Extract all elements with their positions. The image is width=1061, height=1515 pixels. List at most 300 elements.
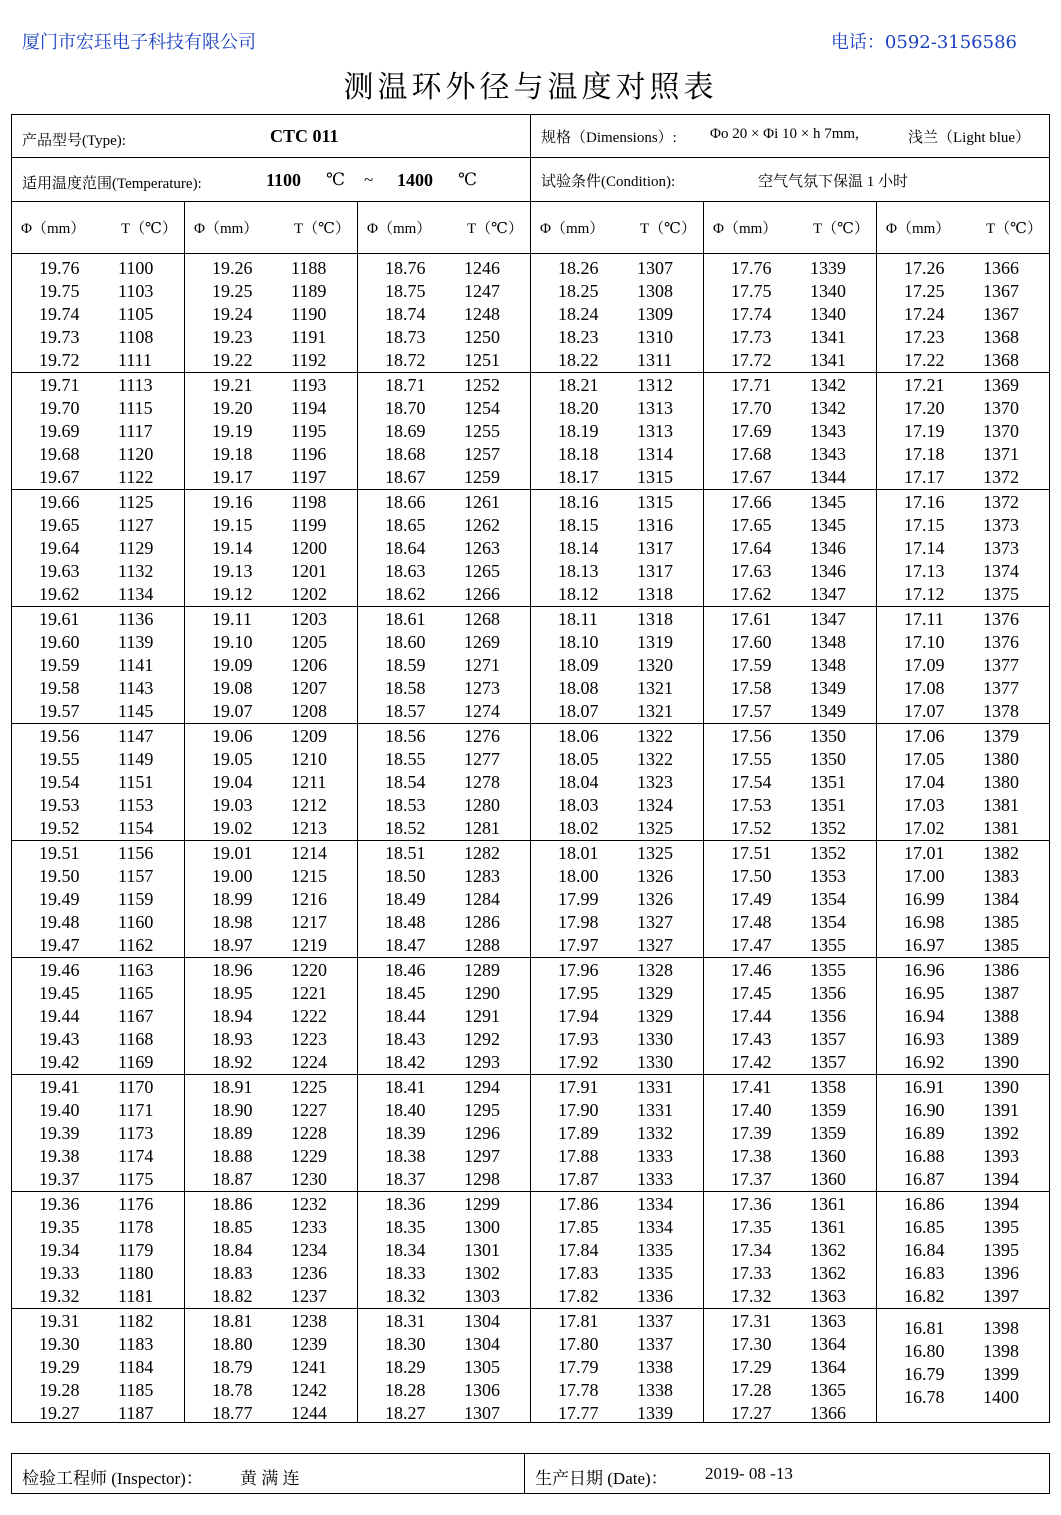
phi-value: 18.97 [212,935,253,955]
phi-value: 17.99 [558,889,599,909]
temperature-value: 1212 [291,795,327,815]
phi-value: 16.96 [904,960,945,980]
phone-number: 电话：0592-3156586 [830,32,1017,53]
temperature-value: 1355 [810,960,846,980]
temperature-value: 1400 [983,1387,1019,1407]
temperature-value: 1298 [464,1169,500,1189]
phi-value: 18.98 [212,912,253,932]
phi-value: 18.03 [558,795,599,815]
temperature-value: 1248 [464,304,500,324]
temperature-value: 1347 [810,609,846,629]
phi-value: 18.36 [385,1194,426,1214]
phi-value: 18.11 [558,609,598,629]
temperature-value: 1202 [291,584,327,604]
column-header-phi: Φ（mm） [21,221,86,237]
temperature-value: 1162 [118,935,154,955]
temperature-value: 1312 [637,375,673,395]
temperature-value: 1143 [118,678,154,698]
temperature-value: 1359 [810,1100,846,1120]
phi-value: 17.23 [904,327,945,347]
temperature-value: 1301 [464,1240,500,1260]
temperature-value: 1233 [291,1217,327,1237]
phi-value: 19.31 [39,1311,80,1331]
phi-value: 17.36 [731,1194,772,1214]
phi-value: 19.12 [212,584,253,604]
phi-value: 19.36 [39,1194,80,1214]
phi-value: 18.91 [212,1077,253,1097]
phi-value: 18.66 [385,492,426,512]
phi-value: 18.40 [385,1100,426,1120]
phi-value: 19.54 [39,772,80,792]
phi-value: 16.87 [904,1169,945,1189]
phi-value: 16.85 [904,1217,945,1237]
phi-value: 16.94 [904,1006,945,1026]
temperature-value: 1357 [810,1029,846,1049]
phi-value: 17.62 [731,584,772,604]
phi-value: 17.24 [904,304,945,324]
temperature-value: 1205 [291,632,327,652]
phi-value: 19.51 [39,843,80,863]
temperature-value: 1341 [810,327,846,347]
temperature-value: 1317 [637,561,673,581]
phi-value: 17.82 [558,1286,599,1306]
phi-value: 17.45 [731,983,772,1003]
phi-value: 18.68 [385,444,426,464]
temperature-value: 1213 [291,818,327,838]
temperature-value: 1303 [464,1286,500,1306]
temperature-value: 1387 [983,983,1019,1003]
phi-value: 19.17 [212,467,253,487]
phi-value: 18.70 [385,398,426,418]
phi-value: 18.55 [385,749,426,769]
temperature-value: 1385 [983,912,1019,932]
temperature-value: 1122 [118,467,154,487]
phi-value: 18.27 [385,1403,426,1423]
column-header-phi: Φ（mm） [540,221,605,237]
phi-value: 18.94 [212,1006,253,1026]
phi-value: 17.00 [904,866,945,886]
temperature-value: 1203 [291,609,327,629]
phi-value: 19.13 [212,561,253,581]
phi-value: 19.59 [39,655,80,675]
phi-value: 17.10 [904,632,945,652]
temperature-value: 1195 [291,421,327,441]
temperature-value: 1111 [118,350,152,370]
temperature-value: 1281 [464,818,500,838]
phi-value: 19.42 [39,1052,80,1072]
temperature-value: 1295 [464,1100,500,1120]
temperature-value: 1380 [983,772,1019,792]
temperature-value: 1340 [810,304,846,324]
temperature-value: 1224 [291,1052,327,1072]
temperature-value: 1332 [637,1123,673,1143]
temperature-value: 1230 [291,1169,327,1189]
temperature-value: 1185 [118,1380,154,1400]
temperature-value: 1250 [464,327,500,347]
phi-value: 17.04 [904,772,945,792]
temperature-value: 1322 [637,749,673,769]
phi-value: 18.09 [558,655,599,675]
phi-value: 17.83 [558,1263,599,1283]
phi-value: 19.34 [39,1240,80,1260]
phi-value: 17.34 [731,1240,772,1260]
phi-value: 19.09 [212,655,253,675]
phi-value: 17.12 [904,584,945,604]
temperature-value: 1371 [983,444,1019,464]
phi-value: 18.51 [385,843,426,863]
temperature-value: 1346 [810,538,846,558]
temperature-value: 1323 [637,772,673,792]
phi-value: 17.30 [731,1334,772,1354]
temperature-unit-min: ℃ [326,170,346,189]
phi-value: 19.20 [212,398,253,418]
temperature-value: 1108 [118,327,154,347]
phi-value: 17.57 [731,701,772,721]
phi-value: 18.64 [385,538,426,558]
phi-value: 16.80 [904,1341,945,1361]
phi-value: 18.44 [385,1006,426,1026]
temperature-value: 1176 [118,1194,154,1214]
phi-value: 19.00 [212,866,253,886]
phi-value: 17.03 [904,795,945,815]
temperature-value: 1136 [118,609,154,629]
phi-value: 19.52 [39,818,80,838]
phi-value: 19.57 [39,701,80,721]
phi-value: 18.71 [385,375,426,395]
phi-value: 18.96 [212,960,253,980]
temperature-value: 1314 [637,444,673,464]
phi-value: 18.50 [385,866,426,886]
phi-value: 17.67 [731,467,772,487]
temperature-value: 1266 [464,584,500,604]
temperature-value: 1394 [983,1169,1019,1189]
temperature-value: 1149 [118,749,154,769]
temperature-value: 1153 [118,795,154,815]
phi-value: 18.88 [212,1146,253,1166]
column-header-temperature: T（℃） [294,221,350,237]
phi-value: 17.49 [731,889,772,909]
phi-value: 19.71 [39,375,80,395]
temperature-max: 1400 [397,170,433,190]
temperature-value: 1169 [118,1052,154,1072]
phi-value: 17.02 [904,818,945,838]
phi-value: 19.69 [39,421,80,441]
phi-value: 17.06 [904,726,945,746]
temperature-value: 1129 [118,538,154,558]
phi-value: 18.10 [558,632,599,652]
phi-value: 19.15 [212,515,253,535]
temperature-value: 1274 [464,701,500,721]
temperature-value: 1197 [291,467,327,487]
phi-value: 17.47 [731,935,772,955]
phi-value: 17.46 [731,960,772,980]
phi-value: 19.38 [39,1146,80,1166]
temperature-value: 1394 [983,1194,1019,1214]
phi-value: 17.15 [904,515,945,535]
temperature-value: 1165 [118,983,154,1003]
temperature-value: 1180 [118,1263,154,1283]
phi-value: 17.43 [731,1029,772,1049]
temperature-value: 1239 [291,1334,327,1354]
phi-value: 18.67 [385,467,426,487]
temperature-value: 1395 [983,1217,1019,1237]
temperature-value: 1181 [118,1286,154,1306]
temperature-value: 1372 [983,467,1019,487]
phi-value: 17.20 [904,398,945,418]
temperature-value: 1377 [983,655,1019,675]
column-header-temperature: T（℃） [121,221,177,237]
phi-value: 18.83 [212,1263,253,1283]
phi-value: 19.65 [39,515,80,535]
phi-value: 17.65 [731,515,772,535]
phi-value: 18.16 [558,492,599,512]
phi-value: 17.38 [731,1146,772,1166]
phi-value: 18.84 [212,1240,253,1260]
phi-value: 19.53 [39,795,80,815]
temperature-value: 1370 [983,421,1019,441]
temperature-value: 1134 [118,584,154,604]
phi-value: 19.19 [212,421,253,441]
phi-value: 18.82 [212,1286,253,1306]
color-value: 浅兰（Light blue） [908,130,1031,146]
temperature-value: 1120 [118,444,154,464]
temperature-value: 1215 [291,866,327,886]
type-label: 产品型号(Type): [22,133,126,149]
temperature-value: 1307 [464,1403,500,1423]
phi-value: 19.60 [39,632,80,652]
phi-value: 17.66 [731,492,772,512]
temperature-value: 1163 [118,960,154,980]
temperature-value: 1348 [810,655,846,675]
temperature-value: 1352 [810,843,846,863]
page-title: 测温环外径与温度对照表 [343,70,718,105]
phi-value: 17.69 [731,421,772,441]
phi-value: 19.41 [39,1077,80,1097]
temperature-value: 1316 [637,515,673,535]
phi-value: 17.58 [731,678,772,698]
column-header-temperature: T（℃） [986,221,1042,237]
phi-value: 19.58 [39,678,80,698]
phi-value: 19.32 [39,1286,80,1306]
phi-value: 18.41 [385,1077,426,1097]
phi-value: 17.79 [558,1357,599,1377]
temperature-value: 1179 [118,1240,154,1260]
temperature-value: 1306 [464,1380,500,1400]
phi-value: 19.05 [212,749,253,769]
temperature-value: 1354 [810,912,846,932]
phi-value: 18.76 [385,258,426,278]
phi-value: 19.64 [39,538,80,558]
temperature-value: 1358 [810,1077,846,1097]
temperature-value: 1228 [291,1123,327,1143]
phi-value: 17.09 [904,655,945,675]
date-label: 生产日期 (Date)： [535,1469,668,1488]
phi-value: 18.69 [385,421,426,441]
temperature-value: 1368 [983,327,1019,347]
temperature-value: 1339 [637,1403,673,1423]
temperature-value: 1383 [983,866,1019,886]
temperature-value: 1103 [118,281,154,301]
phi-value: 17.90 [558,1100,599,1120]
temperature-value: 1261 [464,492,500,512]
temperature-value: 1304 [464,1311,500,1331]
temperature-value: 1308 [637,281,673,301]
temperature-value: 1333 [637,1146,673,1166]
inspector-name: 黄 满 连 [240,1469,300,1488]
phi-value: 18.21 [558,375,599,395]
temperature-value: 1361 [810,1217,846,1237]
temperature-value: 1280 [464,795,500,815]
phi-value: 17.61 [731,609,772,629]
phi-value: 17.22 [904,350,945,370]
phi-value: 19.39 [39,1123,80,1143]
phi-value: 19.21 [212,375,253,395]
phi-value: 17.77 [558,1403,599,1423]
phi-value: 19.02 [212,818,253,838]
temperature-value: 1132 [118,561,154,581]
phi-value: 17.85 [558,1217,599,1237]
temperature-value: 1349 [810,701,846,721]
date-value: 2019- 08 -13 [705,1464,793,1483]
temperature-value: 1236 [291,1263,327,1283]
temperature-value: 1313 [637,421,673,441]
temperature-value: 1389 [983,1029,1019,1049]
temperature-value: 1318 [637,609,673,629]
temperature-value: 1329 [637,1006,673,1026]
temperature-value: 1257 [464,444,500,464]
phi-value: 17.74 [731,304,772,324]
temperature-value: 1167 [118,1006,154,1026]
temperature-value: 1223 [291,1029,327,1049]
phi-value: 17.27 [731,1403,772,1423]
phi-value: 17.21 [904,375,945,395]
temperature-value: 1207 [291,678,327,698]
temperature-value: 1340 [810,281,846,301]
temperature-value: 1234 [291,1240,327,1260]
phi-value: 18.45 [385,983,426,1003]
temperature-value: 1350 [810,749,846,769]
phi-value: 19.18 [212,444,253,464]
phi-value: 19.25 [212,281,253,301]
phi-value: 17.80 [558,1334,599,1354]
phi-value: 17.78 [558,1380,599,1400]
phi-value: 19.35 [39,1217,80,1237]
phi-value: 17.55 [731,749,772,769]
temperature-value: 1360 [810,1146,846,1166]
phi-value: 18.43 [385,1029,426,1049]
phi-value: 18.38 [385,1146,426,1166]
phi-value: 17.50 [731,866,772,886]
phi-value: 16.99 [904,889,945,909]
temperature-value: 1397 [983,1286,1019,1306]
phi-value: 18.85 [212,1217,253,1237]
temperature-value: 1276 [464,726,500,746]
temperature-value: 1373 [983,515,1019,535]
phi-value: 19.68 [39,444,80,464]
temperature-value: 1271 [464,655,500,675]
temperature-value: 1339 [810,258,846,278]
temperature-value: 1147 [118,726,154,746]
phi-value: 16.86 [904,1194,945,1214]
temperature-value: 1227 [291,1100,327,1120]
temperature-value: 1159 [118,889,154,909]
phi-value: 19.47 [39,935,80,955]
temperature-value: 1386 [983,960,1019,980]
temperature-value: 1333 [637,1169,673,1189]
phi-value: 17.64 [731,538,772,558]
phi-value: 19.10 [212,632,253,652]
phi-value: 18.06 [558,726,599,746]
temperature-value: 1192 [291,350,327,370]
phi-value: 19.74 [39,304,80,324]
column-header-phi: Φ（mm） [886,221,951,237]
phi-value: 18.20 [558,398,599,418]
phi-value: 18.02 [558,818,599,838]
phi-value: 16.90 [904,1100,945,1120]
phi-value: 18.49 [385,889,426,909]
phi-value: 17.29 [731,1357,772,1377]
phi-value: 18.62 [385,584,426,604]
phi-value: 17.07 [904,701,945,721]
temperature-value: 1283 [464,866,500,886]
temperature-value: 1189 [291,281,327,301]
temperature-value: 1100 [118,258,154,278]
temperature-value: 1351 [810,795,846,815]
temperature-value: 1193 [291,375,327,395]
temperature-value: 1321 [637,701,673,721]
phi-value: 19.43 [39,1029,80,1049]
temperature-value: 1322 [637,726,673,746]
temperature-value: 1351 [810,772,846,792]
phi-value: 17.14 [904,538,945,558]
temperature-value: 1263 [464,538,500,558]
temperature-value: 1342 [810,398,846,418]
phi-value: 18.30 [385,1334,426,1354]
phi-value: 19.06 [212,726,253,746]
phi-value: 19.27 [39,1403,80,1423]
phi-value: 18.60 [385,632,426,652]
phi-value: 17.32 [731,1286,772,1306]
phi-value: 18.74 [385,304,426,324]
temperature-value: 1173 [118,1123,154,1143]
temperature-value: 1175 [118,1169,154,1189]
temperature-value: 1337 [637,1334,673,1354]
phi-value: 16.83 [904,1263,945,1283]
temperature-value: 1329 [637,983,673,1003]
phi-value: 19.49 [39,889,80,909]
phi-value: 16.81 [904,1318,945,1338]
phi-value: 17.40 [731,1100,772,1120]
phi-value: 17.44 [731,1006,772,1026]
temperature-value: 1342 [810,375,846,395]
phi-value: 17.76 [731,258,772,278]
temperature-value: 1217 [291,912,327,932]
temperature-value: 1364 [810,1334,846,1354]
temperature-value: 1168 [118,1029,154,1049]
temperature-value: 1113 [118,375,153,395]
temperature-value: 1221 [291,983,327,1003]
dimensions-value: Φo 20 × Φi 10 × h 7mm, [710,126,859,142]
phi-value: 18.33 [385,1263,426,1283]
temperature-value: 1206 [291,655,327,675]
phi-value: 18.63 [385,561,426,581]
phi-value: 17.52 [731,818,772,838]
phi-value: 17.75 [731,281,772,301]
temperature-value: 1380 [983,749,1019,769]
temperature-value: 1184 [118,1357,154,1377]
temperature-value: 1190 [291,304,327,324]
phi-value: 18.57 [385,701,426,721]
